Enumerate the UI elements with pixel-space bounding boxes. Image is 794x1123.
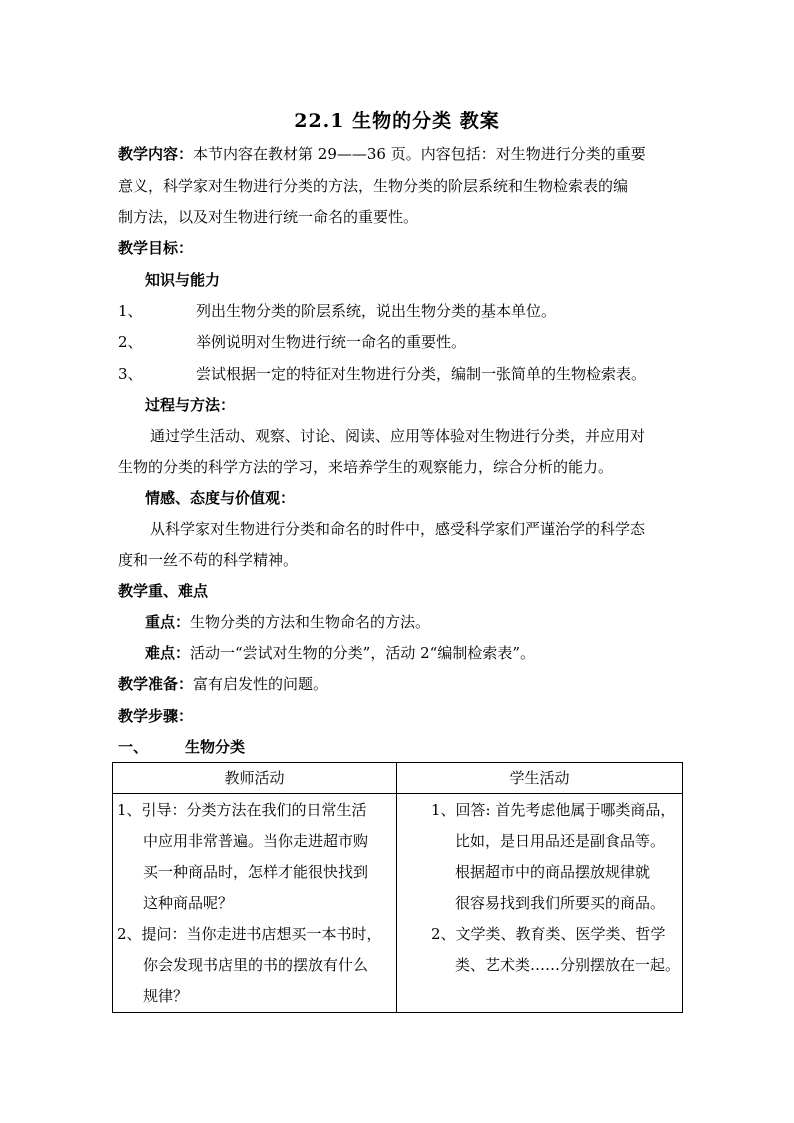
content-text-3: 制方法，以及对生物进行统一命名的重要性。: [118, 208, 419, 226]
emotion-text-2: 度和一丝不苟的科学精神。: [118, 551, 299, 569]
focus-line: [145, 612, 430, 632]
focus-label: 重点：: [145, 613, 191, 631]
section-1-number: 一、: [118, 738, 149, 756]
goal-item-2-text: 举例说明对生物进行统一命名的重要性。: [196, 333, 467, 351]
teacher-activity-cell: [113, 794, 397, 1013]
preparation-line: [118, 674, 328, 694]
student-line-6: 类、艺术类……分别摆放在一起。: [455, 956, 681, 974]
student-line-4: 很容易找到我们所要买的商品。: [455, 894, 666, 912]
activities-table: [112, 762, 683, 1013]
knowledge-label: 知识与能力: [145, 271, 221, 289]
process-label: 过程与方法：: [145, 396, 236, 414]
teacher-line-4: 这种商品呢？: [143, 894, 234, 912]
table-header-row: [113, 763, 683, 794]
process-text-1: 通过学生活动、观察、讨论、阅读、应用等体验对生物进行分类，并应用对: [150, 427, 646, 445]
student-line-5: 2、文学类、教育类、医学类、哲学: [431, 925, 666, 943]
key-points-label: 教学重、难点: [118, 582, 209, 600]
goal-item-3-text: 尝试根据一定的特征对生物进行分类，编制一张简单的生物检索表。: [196, 365, 647, 383]
steps-label: 教学步骤：: [118, 707, 194, 725]
focus-text: 生物分类的方法和生物命名的方法。: [190, 613, 431, 631]
preparation-label: 教学准备：: [118, 675, 194, 693]
emotion-label: 情感、态度与价值观：: [145, 489, 296, 507]
content-text-1: 本节内容在教材第 29——36 页。内容包括：对生物进行分类的重要: [193, 145, 646, 163]
teacher-line-1: 1、引导：分类方法在我们的日常生活: [117, 801, 367, 819]
student-activity-header: 学生活动: [397, 763, 683, 794]
goal-item-3-number: 3、: [118, 365, 143, 383]
student-line-1: 1、回答: 首先考虑他属于哪类商品，: [431, 801, 676, 819]
goals-label: 教学目标：: [118, 239, 194, 257]
teacher-line-7: 规律？: [143, 987, 189, 1005]
content-text-2: 意义，科学家对生物进行分类的方法，生物分类的阶层系统和生物检索表的编: [118, 177, 629, 195]
goal-item-2-number: 2、: [118, 333, 143, 351]
teacher-line-3: 买一种商品时，怎样才能很快找到: [143, 863, 369, 881]
goal-item-1-text: 列出生物分类的阶层系统，说出生物分类的基本单位。: [196, 302, 557, 320]
difficulty-text: 活动一“尝试对生物的分类”，活动 2“编制检索表”。: [190, 644, 536, 662]
page-title: 22.1 生物的分类 教案: [294, 110, 500, 132]
emotion-text-1: 从科学家对生物进行分类和命名的时件中，感受科学家们严谨治学的科学态: [150, 520, 646, 538]
teacher-activity-header: 教师活动: [113, 763, 397, 794]
goal-item-1-number: 1、: [118, 302, 143, 320]
teacher-line-6: 你会发现书店里的书的摆放有什么: [143, 956, 369, 974]
difficulty-line: [145, 643, 535, 663]
student-line-3: 根据超市中的商品摆放规律就: [455, 863, 651, 881]
student-line-2: 比如，是日用品还是副食品等。: [455, 832, 666, 850]
content-paragraph-line-1: [118, 144, 646, 164]
teacher-line-5: 2、提问：当你走进书店想买一本书时，: [117, 925, 382, 943]
student-activity-cell: [397, 794, 683, 1013]
section-1-title: 生物分类: [185, 738, 246, 756]
table-row: [113, 794, 683, 1013]
difficulty-label: 难点：: [145, 644, 191, 662]
teacher-line-2: 中应用非常普遍。当你走进超市购: [143, 832, 369, 850]
preparation-text: 富有启发性的问题。: [193, 675, 329, 693]
content-label: 教学内容：: [118, 145, 194, 163]
process-text-2: 生物的分类的科学方法的学习，来培养学生的观察能力，综合分析的能力。: [118, 458, 614, 476]
